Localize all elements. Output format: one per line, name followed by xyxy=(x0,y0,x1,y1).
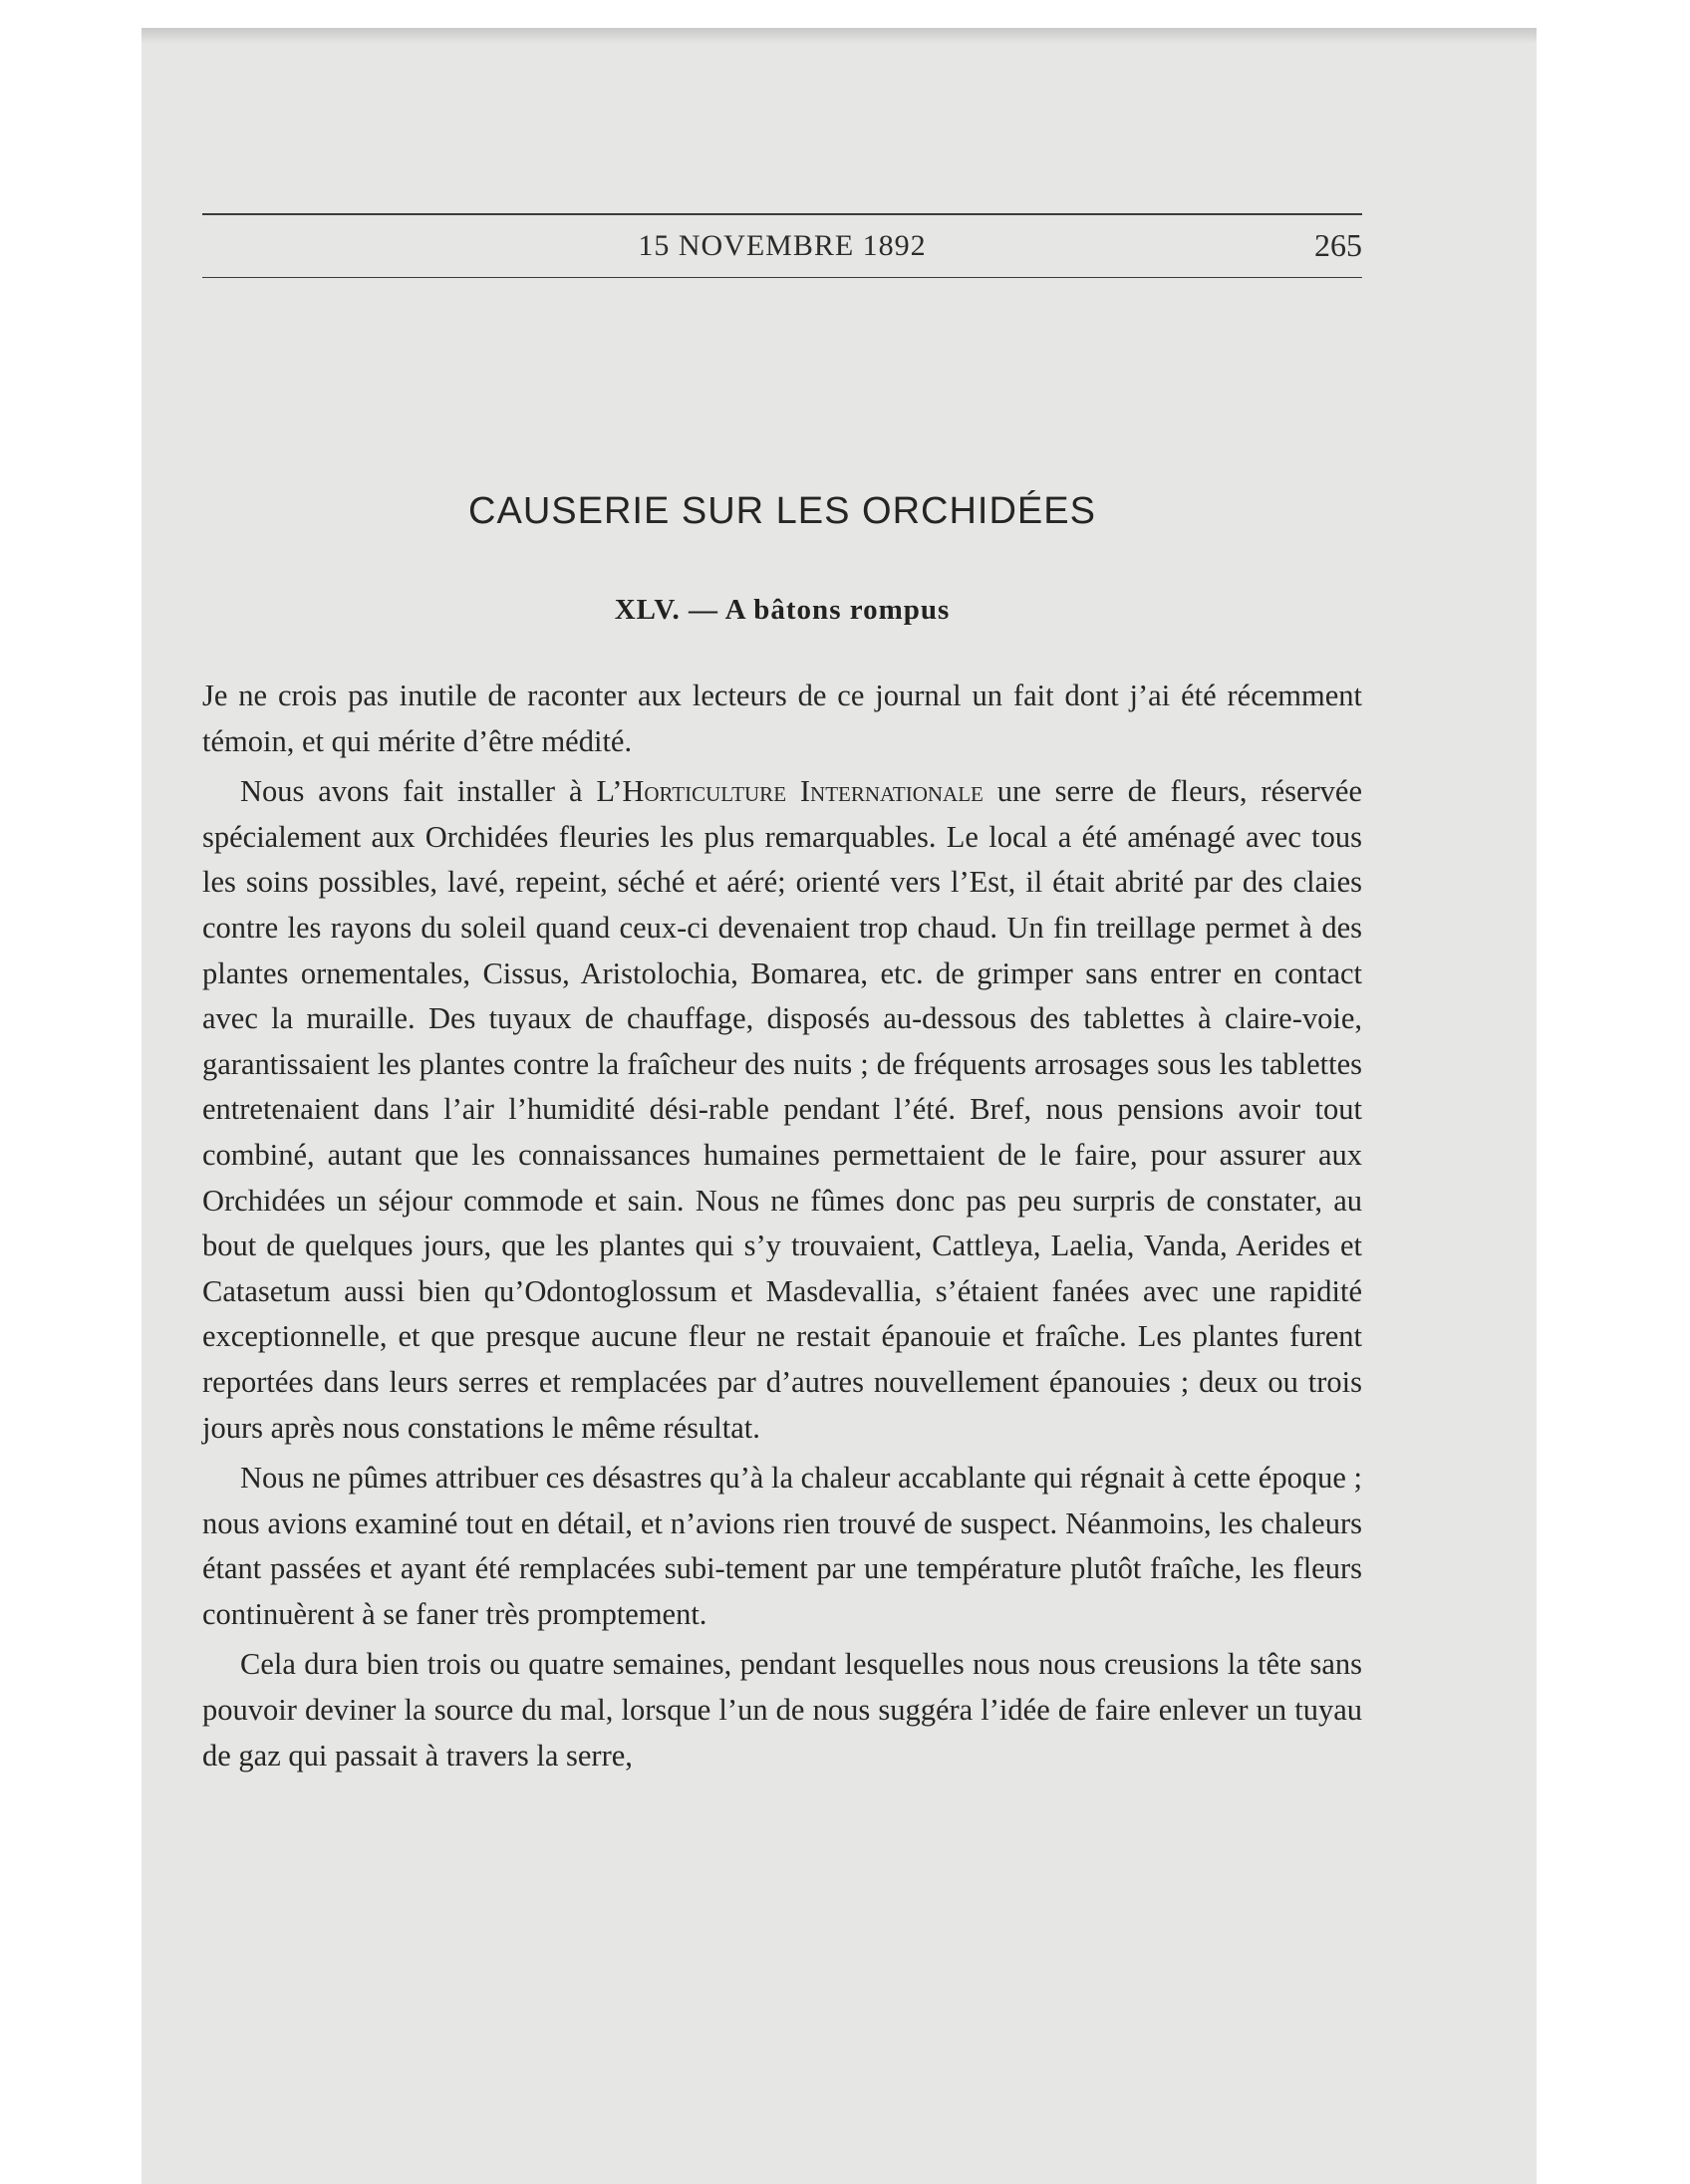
header-rule-bottom xyxy=(202,277,1362,278)
article-body xyxy=(202,674,1362,1783)
header-date: 15 NOVEMBRE 1892 xyxy=(638,229,927,262)
paragraph-4: Cela dura bien trois ou quatre semaines, pendant lesquelles nous nous creusions la tête sans pouvoir deviner la source du mal, lorsque l’un de nous suggéra l’idée de faire enlever un tuyau de gaz qui passait à travers la serre, xyxy=(202,1647,1362,1773)
paragraph-2-rest: une serre de fleurs, réservée spécialement aux Orchidées fleuries les plus remarquables. Le local a été aménagé avec tous les soins possibles, lavé, repeint, séché et aéré; orienté vers l’Est, il était abrité par des claies contre les rayons du soleil quand ceux-ci devenaient trop chaud. Un fin treillage permet à des plantes ornementales, Cissus, Aristolochia, Bomarea, etc. de grimper sans entrer en contact avec la muraille. Des tuyaux de chauffage, disposés au-dessous des tablettes à claire-voie, garantissaient les plantes contre la fraîcheur des nuits ; de fréquents arrosages sous les tablettes entretenaient dans l’air l’humidité dési-rable pendant l’été. Bref, nous pensions avoir tout combiné, autant que les connaissances humaines permettaient de le faire, pour assurer aux Orchidées un séjour commode et sain. Nous ne fûmes donc pas peu surpris de constater, au bout de quelques jours, que les plantes qui s’y trouvaient, Cattleya, Laelia, Vanda, Aerides et Catasetum aussi bien qu’Odontoglossum et Masdevallia, s’étaient fanées avec une rapidité exceptionnelle, et que presque aucune fleur ne restait épanouie et fraîche. Les plantes furent reportées dans leurs serres et remplacées par d’autres nouvellement épanouies ; deux ou trois jours après nous constations le même résultat. xyxy=(202,774,1363,1445)
running-header xyxy=(202,223,1362,269)
article-title: CAUSERIE SUR LES ORCHIDÉES xyxy=(468,490,1096,532)
page-number: 265 xyxy=(1314,227,1362,263)
page-top-edge xyxy=(141,28,1537,44)
publication-name: L’Horticulture Internationale xyxy=(596,774,984,809)
article-subtitle: XLV. — A bâtons rompus xyxy=(614,594,951,626)
paragraph-2-lead: Nous avons fait installer à xyxy=(240,774,597,809)
paragraph-3: Nous ne pûmes attribuer ces désastres qu’à la chaleur accablante qui régnait à cette époque ; nous avions examiné tout en détail, et n’avions rien trouvé de suspect. Néanmoins, les chaleurs étant passées et ayant été remplacées subi-tement par une température plutôt fraîche, les fleurs continuèrent à se faner très promptement. xyxy=(202,1461,1362,1631)
header-rule-top xyxy=(202,213,1362,215)
paragraph-1: Je ne crois pas inutile de raconter aux lecteurs de ce journal un fait dont j’ai été récemment témoin, et qui mérite d’être médité. xyxy=(202,679,1362,758)
paragraph-2 xyxy=(202,769,1362,1451)
